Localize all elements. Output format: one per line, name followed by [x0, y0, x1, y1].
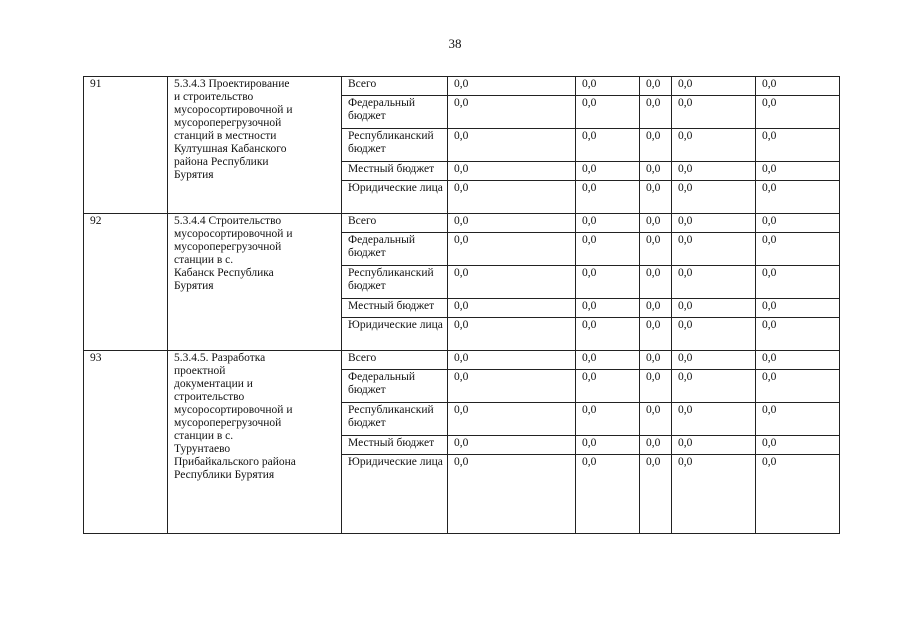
table-row — [84, 77, 840, 96]
value-cell: 0,0 — [448, 96, 576, 129]
funding-source-label: Федеральный бюджет — [342, 96, 448, 129]
row-number: 92 — [84, 214, 168, 351]
value-cell: 0,0 — [640, 299, 672, 318]
table-row — [84, 214, 840, 233]
value-cell: 0,0 — [640, 403, 672, 436]
value-cell: 0,0 — [672, 351, 756, 370]
value-cell: 0,0 — [672, 318, 756, 351]
budget-table — [83, 76, 840, 534]
value-cell: 0,0 — [756, 129, 840, 162]
value-cell: 0,0 — [756, 299, 840, 318]
funding-source-label: Республиканский бюджет — [342, 266, 448, 299]
value-cell: 0,0 — [576, 77, 640, 96]
value-cell: 0,0 — [640, 181, 672, 214]
value-cell: 0,0 — [756, 96, 840, 129]
funding-source-label: Местный бюджет — [342, 436, 448, 455]
value-cell: 0,0 — [672, 129, 756, 162]
funding-source-label: Юридические лица — [342, 455, 448, 534]
value-cell: 0,0 — [448, 233, 576, 266]
value-cell: 0,0 — [640, 214, 672, 233]
value-cell: 0,0 — [672, 214, 756, 233]
value-cell: 0,0 — [756, 318, 840, 351]
value-cell: 0,0 — [448, 455, 576, 534]
funding-source-label: Юридические лица — [342, 181, 448, 214]
value-cell: 0,0 — [448, 318, 576, 351]
value-cell: 0,0 — [640, 96, 672, 129]
value-cell: 0,0 — [448, 370, 576, 403]
value-cell: 0,0 — [756, 266, 840, 299]
funding-source-label: Местный бюджет — [342, 162, 448, 181]
value-cell: 0,0 — [672, 436, 756, 455]
value-cell: 0,0 — [640, 436, 672, 455]
value-cell: 0,0 — [448, 436, 576, 455]
funding-source-label: Федеральный бюджет — [342, 370, 448, 403]
value-cell: 0,0 — [672, 370, 756, 403]
value-cell: 0,0 — [640, 455, 672, 534]
value-cell: 0,0 — [756, 455, 840, 534]
value-cell: 0,0 — [640, 77, 672, 96]
value-cell: 0,0 — [576, 96, 640, 129]
value-cell: 0,0 — [756, 77, 840, 96]
measure-name-cell — [168, 77, 342, 214]
value-cell: 0,0 — [672, 266, 756, 299]
value-cell: 0,0 — [576, 181, 640, 214]
value-cell: 0,0 — [640, 318, 672, 351]
value-cell: 0,0 — [576, 403, 640, 436]
value-cell: 0,0 — [448, 299, 576, 318]
value-cell: 0,0 — [756, 370, 840, 403]
value-cell: 0,0 — [576, 129, 640, 162]
value-cell: 0,0 — [448, 181, 576, 214]
value-cell: 0,0 — [448, 77, 576, 96]
value-cell: 0,0 — [640, 233, 672, 266]
value-cell: 0,0 — [448, 162, 576, 181]
value-cell: 0,0 — [672, 96, 756, 129]
funding-source-label: Всего — [342, 351, 448, 370]
row-number: 93 — [84, 351, 168, 534]
value-cell: 0,0 — [672, 455, 756, 534]
value-cell: 0,0 — [672, 403, 756, 436]
value-cell: 0,0 — [672, 299, 756, 318]
value-cell: 0,0 — [576, 266, 640, 299]
value-cell: 0,0 — [640, 351, 672, 370]
value-cell: 0,0 — [448, 129, 576, 162]
row-number: 91 — [84, 77, 168, 214]
value-cell: 0,0 — [756, 162, 840, 181]
value-cell: 0,0 — [448, 214, 576, 233]
value-cell: 0,0 — [576, 318, 640, 351]
funding-source-label: Республиканский бюджет — [342, 129, 448, 162]
measure-name: 5.3.4.5. Разработка проектной документации и строительство мусоросортировочной и мусороперегрузочной станции в с. Турунтаево Прибайкальского района Республики Бурятия — [174, 352, 296, 481]
value-cell: 0,0 — [640, 162, 672, 181]
value-cell: 0,0 — [576, 299, 640, 318]
value-cell: 0,0 — [672, 181, 756, 214]
funding-source-label: Федеральный бюджет — [342, 233, 448, 266]
funding-source-label: Юридические лица — [342, 318, 448, 351]
funding-source-label: Всего — [342, 77, 448, 96]
value-cell: 0,0 — [576, 214, 640, 233]
value-cell: 0,0 — [576, 162, 640, 181]
value-cell: 0,0 — [672, 77, 756, 96]
value-cell: 0,0 — [640, 129, 672, 162]
value-cell: 0,0 — [576, 370, 640, 403]
value-cell: 0,0 — [448, 266, 576, 299]
value-cell: 0,0 — [576, 455, 640, 534]
value-cell: 0,0 — [756, 181, 840, 214]
value-cell: 0,0 — [672, 233, 756, 266]
value-cell: 0,0 — [576, 233, 640, 266]
value-cell: 0,0 — [756, 233, 840, 266]
funding-source-label: Республиканский бюджет — [342, 403, 448, 436]
measure-name: 5.3.4.3 Проектирование и строительство мусоросортировочной и мусороперегрузочной станций в местности Култушная Кабанского района Республики Бурятия — [174, 78, 293, 181]
funding-source-label: Всего — [342, 214, 448, 233]
value-cell: 0,0 — [640, 266, 672, 299]
measure-name-cell — [168, 214, 342, 351]
funding-source-label: Местный бюджет — [342, 299, 448, 318]
value-cell: 0,0 — [576, 351, 640, 370]
value-cell: 0,0 — [448, 403, 576, 436]
value-cell: 0,0 — [672, 162, 756, 181]
page-number: 38 — [448, 36, 462, 51]
table-row — [84, 351, 840, 370]
value-cell: 0,0 — [448, 351, 576, 370]
value-cell: 0,0 — [576, 436, 640, 455]
value-cell: 0,0 — [756, 351, 840, 370]
value-cell: 0,0 — [756, 403, 840, 436]
value-cell: 0,0 — [640, 370, 672, 403]
measure-name: 5.3.4.4 Строительство мусоросортировочной и мусороперегрузочной станции в с. Кабанск Республика Бурятия — [174, 215, 293, 292]
measure-name-cell — [168, 351, 342, 534]
value-cell: 0,0 — [756, 214, 840, 233]
value-cell: 0,0 — [756, 436, 840, 455]
